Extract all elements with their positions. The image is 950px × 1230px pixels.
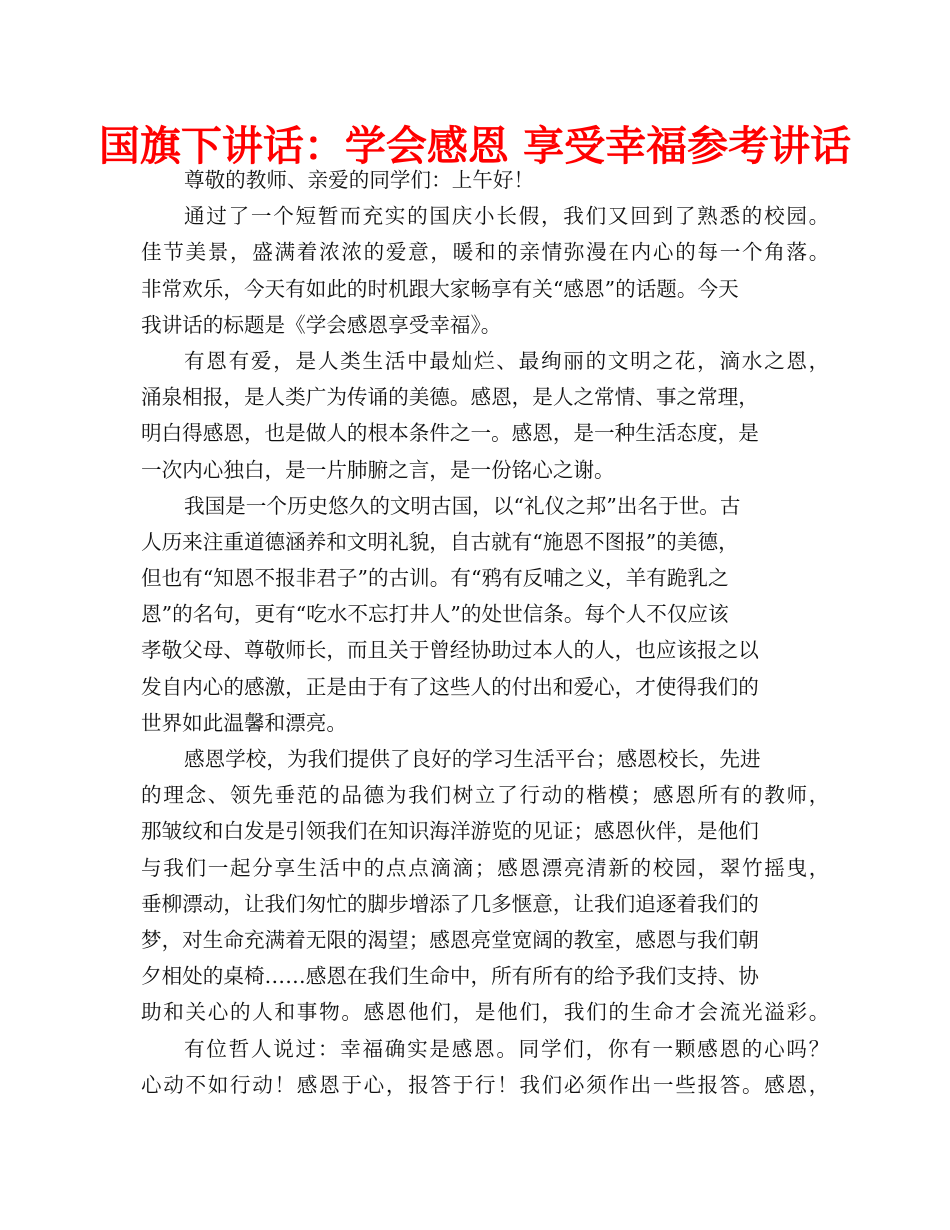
text-line: 夕相处的桌椅……感恩在我们生命中，所有所有的给予我们支持、协 (141, 964, 759, 989)
text-line: 的理念、领先垂范的品德为我们树立了行动的楷模；感恩所有的教师， (141, 783, 831, 808)
text-line: 心动不如行动！感恩于心，报答于行！我们必须作出一些报答。感恩， (141, 1072, 831, 1097)
text-line: 感恩学校，为我们提供了良好的学习生活平台；感恩校长，先进 (184, 747, 761, 771)
text-line: 明白得感恩，也是做人的根本条件之一。感恩，是一种生活态度，是 (141, 421, 759, 446)
document-title: 国旗下讲话：学会感恩 享受幸福参考讲话 (98, 122, 852, 170)
text-line: 一次内心独白，是一片肺腑之言，是一份铭心之谢。 (141, 457, 615, 482)
text-line: 垂柳漂动，让我们匆忙的脚步增添了几多惬意，让我们追逐着我们的 (141, 891, 759, 916)
text-line: 佳节美景，盛满着浓浓的爱意，暖和的亲情弥漫在内心的每一个角落。 (141, 240, 831, 265)
text-line: 发自内心的感激，正是由于有了这些人的付出和爱心，才使得我们的 (141, 674, 759, 699)
text-line: 涌泉相报，是人类广为传诵的美德。感恩，是人之常情、事之常理， (141, 385, 759, 410)
document-body (141, 162, 831, 1103)
text-line: 那皱纹和白发是引领我们在知识海洋游览的见证；感恩伙伴，是他们 (141, 819, 759, 844)
text-line: 恩”的名句，更有“吃水不忘打井人”的处世信条。每个人不仅应该 (141, 602, 729, 627)
text-line: 世界如此温馨和漂亮。 (141, 710, 347, 735)
text-line: 孝敬父母、尊敬师长，而且关于曾经协助过本人的人，也应该报之以 (141, 638, 759, 663)
text-line: 有恩有爱，是人类生活中最灿烂、最绚丽的文明之花，滴水之恩， (184, 348, 831, 373)
text-line: 尊敬的教师、亲爱的同学们：上午好！ (184, 168, 535, 192)
text-line: 有位哲人说过：幸福确实是感恩。同学们，你有一颗感恩的心吗？ (184, 1036, 831, 1061)
text-line: 梦，对生命充满着无限的渴望；感恩亮堂宽阔的教室，感恩与我们朝 (141, 927, 759, 952)
text-line: 助和关心的人和事物。感恩他们，是他们，我们的生命才会流光溢彩。 (141, 1000, 831, 1025)
text-line: 人历来注重道德涵养和文明礼貌，自古就有“施恩不图报”的美德， (141, 529, 739, 554)
text-line: 与我们一起分享生活中的点点滴滴；感恩漂亮清新的校园，翠竹摇曳， (141, 855, 831, 880)
text-line: 通过了一个短暂而充实的国庆小长假，我们又回到了熟悉的校园。 (184, 204, 831, 229)
text-line: 我国是一个历史悠久的文明古国，以“礼仪之邦”出名于世。古 (184, 493, 741, 518)
text-line: 我讲话的标题是《学会感恩享受幸福》。 (141, 312, 502, 337)
text-line: 非常欢乐，今天有如此的时机跟大家畅享有关“感恩”的话题。今天 (141, 276, 739, 301)
text-line: 但也有“知恩不报非君子”的古训。有“鸦有反哺之义，羊有跪乳之 (141, 566, 729, 591)
